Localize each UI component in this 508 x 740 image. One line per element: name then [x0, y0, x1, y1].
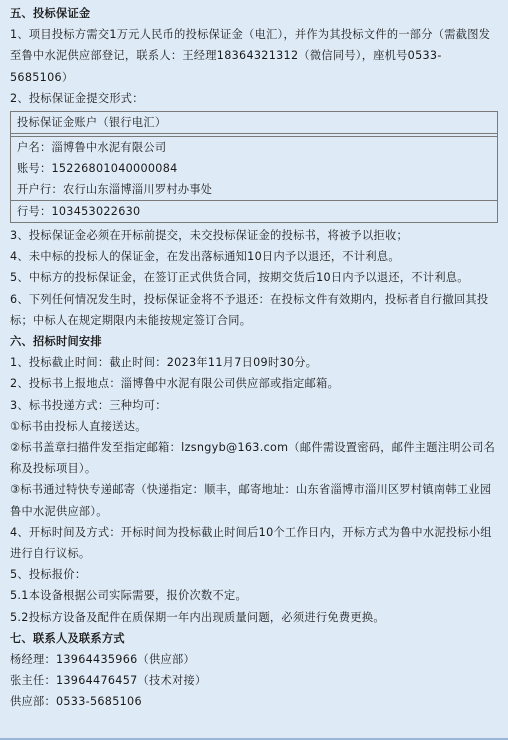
contact-3: 供应部：0533-5685106: [10, 695, 142, 709]
section-5-title: 五、投标保证金: [10, 7, 91, 20]
section-6-title: 六、招标时间安排: [10, 335, 102, 349]
contact-2: 张主任：13964476457（技术对接）: [10, 674, 207, 688]
delivery-method-3: ③标书通过特快专递邮寄（快递指定：顺丰，邮寄地址：山东省淄博市淄川区罗村镇南韩工业园鲁中水泥供应部）。: [10, 483, 492, 518]
s6-para-5-2: 5.2投标方设备及配件在质保期一年内出现质量问题，必须进行免费更换。: [10, 610, 385, 624]
s6-para-5: 5、投标报价：: [10, 568, 87, 582]
s6-para-1: 1、投标截止时间：截止时间：2023年11月7日09时30分。: [10, 356, 318, 370]
s5-para-5: 5、中标方的投标保证金，在签订正式供货合同，按期交货后10日内予以退还，不计利息。: [10, 271, 469, 285]
s5-para-1: 1、项目投标方需交1万元人民币的投标保证金（电汇），并作为其投标文件的一部分（需截图发至鲁中水泥供应部登记，联系人：王经理18364321312（微信同号），座机号0533-5685106）: [10, 28, 491, 84]
s5-para-4: 4、未中标的投标人的保证金，在发出落标通知10日内予以退还，不计利息。: [10, 250, 400, 264]
account-bank-code: 行号：103453022630: [11, 200, 497, 222]
s6-para-2: 2、投标书上报地点：淄博鲁中水泥有限公司供应部或指定邮箱。: [10, 377, 340, 391]
account-bank: 开户行：农行山东淄博淄川罗村办事处: [17, 183, 213, 197]
bank-account-body: [11, 136, 497, 222]
account-number: 账号：15226801040000084: [17, 162, 178, 176]
delivery-method-2: ②标书盖章扫描件发至指定邮箱：lzsngyb@163.com（邮件需设置密码，邮件主题注明公司名称及投标项目）。: [10, 441, 496, 476]
account-name: 户名：淄博鲁中水泥有限公司: [17, 141, 167, 155]
s6-para-5-1: 5.1本设备根据公司实际需要，报价次数不定。: [10, 589, 247, 603]
contact-1: 杨经理：13964435966（供应部）: [10, 653, 195, 667]
bank-account-header: 投标保证金账户（银行电汇）: [11, 112, 497, 134]
s6-para-4: 4、开标时间及方式：开标时间为投标截止时间后10个工作日内，开标方式为鲁中水泥投标小组进行自行议标。: [10, 525, 492, 561]
s5-para-6: 6、下列任何情况发生时，投标保证金将不予退还：在投标文件有效期内，投标者自行撤回其投标；中标人在规定期限内未能按规定签订合同。: [10, 292, 489, 327]
s5-para-2: 2、投标保证金提交形式：: [10, 91, 144, 105]
delivery-method-1: ①标书由投标人直接送达。: [10, 419, 147, 433]
bank-account-box: [10, 111, 498, 223]
s5-para-3: 3、投标保证金必须在开标前提交，未交投标保证金的投标书，将被予以拒收；: [10, 229, 408, 243]
section-7-title: 七、联系人及联系方式: [10, 631, 125, 645]
s6-para-3: 3、标书投递方式：三种均可：: [10, 398, 167, 412]
